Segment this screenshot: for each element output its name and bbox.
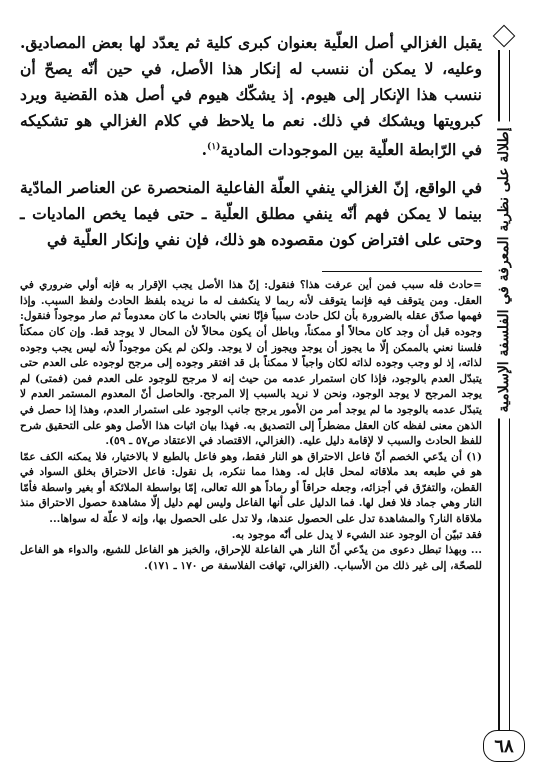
footnote-1-continuation: فقد تبيّن أن الوجود عند الشيء لا يدل على أنّه موجود به. (231, 528, 482, 541)
footnote-marker[interactable]: (١) (207, 142, 221, 152)
diamond-ornament-icon (493, 25, 516, 48)
footnote-continued: =حادث فله سبب فمن أين عرفت هذا؟ فنقول: إنّ هذا الأصل يجب الإقرار به فإنه أولي ضروري في العقل. ومن يتوقف فيه فإنما يتوقف لأنه ربما لا ينكشف له ما نريده بلفظ الحادث ولفظ السبب. وإذا فهمها صدّق عقله بالضرورة بأن لكل حادث سبباً فإنّا نعني بالحادث ما كان معدوماً ثم صار موجوداً فنقول: وجوده قبل أن وجد كان محالاً أو ممكناً، وباطل أن يكون محالاً لأن المحال لا يوجد قط. وإن كان ممكناً فلسنا نعني بالممكن إلّا ما يجوز أن يوجد ويجوز أن لا يوجد. ولكن لم يكن موجوداً لأنه ليس يجب وجوده لذاته، إذ لو وجب وجوده لذاته لكان واجباً لا ممكناً بل قد افتقر وجوده إلى مرجح لوجوده على العدم حتى يتبدّل العدم بالوجود، فإذا كان استمرار عدمه من حيث إنه لا مرجح للوجود على العدم فمن (فمتى) لم يوجد المرجح لا يوجد الوجود، ونحن لا نريد بالسبب إلا المرجح. والحاصل أنّ المعدوم المستمر العدم لا يتبدّل عدمه بالوجود ما لم يوجد أمر من الأمور يرجح جانب الوجود على استمرار العدم، وهذا إذا حصل في الذهن معنى لفظه كان العقل مضطراً إلى التصديق به. فهذا بيان اثبات هذا الأصل وهو على التحقيق شرح للفظ الحادث والسبب لا لإقامة دليل عليه. (الغزالي، الاقتصاد في الاعتقاد ص٥٧ ـ ٥٩). (20, 279, 482, 448)
footnote-number: (١) (466, 450, 482, 463)
side-ornament (489, 28, 519, 733)
main-text (20, 30, 482, 574)
paragraph: في الواقع، إنّ الغزالي ينفي العلّة الفاعلية المنحصرة عن العناصر المادّية بينما لا يمكن فهم أنّه ينفي مطلق العلّية ـ حتى فيما يخص الماديات ـ وحتى على افتراض كون مقصوده هو ذلك، فإن نفي وإنكار العلّية في (20, 178, 482, 250)
side-rule (491, 50, 517, 733)
page-number: ٦٨ (483, 730, 525, 762)
footnote-1-end: ... وبهذا تبطل دعوى من يدّعي أنّ النار هي الفاعلة للإحراق، والخبز هو الفاعل للشبع، والدواء هو الفاعل للصحّة، إلى غير ذلك من الأسباب. (الغزالي، تهافت الفلاسفة ص ١٧٠ ـ ١٧١). (20, 544, 482, 572)
footnote-1: (١) أن يدّعي الخصم أنّ فاعل الاحتراق هو النار فقط، وهو فاعل بالطبع لا بالاختيار، فلا يمكنه الكف عمّا هو في طبعه بعد ملاقاته لمحل قابل له. وهذا مما ننكره، بل نقول: فاعل الاحتراق بخلق السواد في القطن، والتفرّق في أجزائه، وجعله حراقاً أو رماداً هو الله تعالى، إمّا بواسطة الملائكة أو بغير واسطة فأمّا النار وهي جماد فلا فعل لها. فما الدليل على أنها الفاعل وليس لهم دليل إلّا مشاهدة حصول الاحتراق منذ ملاقاة النار؟ والمشاهدة تدل على الحصول عندها، ولا تدل على الحصول بها، وإنه لا علّة له سواها... (20, 450, 482, 526)
running-title: إطلالة على نظرية المعرفة في الفلسفة الإسلامية (494, 122, 514, 419)
paragraph: يقبل الغزالي أصل العلّية بعنوان كبرى كلية ثم يعدّد لها بعض المصاديق. وعليه، لا يمكن أن ننسب له إنكار هذا الأصل، في حين أنّه يصحّ أن ننسب هذا الإنكار إلى هيوم. إذ يشكّك هيوم في أصل هذه القضية ويرد كبرويتها ويشكك في ذلك. نعم ما يلاحظ في كلام الغزالي هو تشكيكه في الرّابطة العلّية بين الموجودات المادية$^{(١)}$. (20, 33, 482, 160)
footnote-separator (322, 271, 482, 272)
